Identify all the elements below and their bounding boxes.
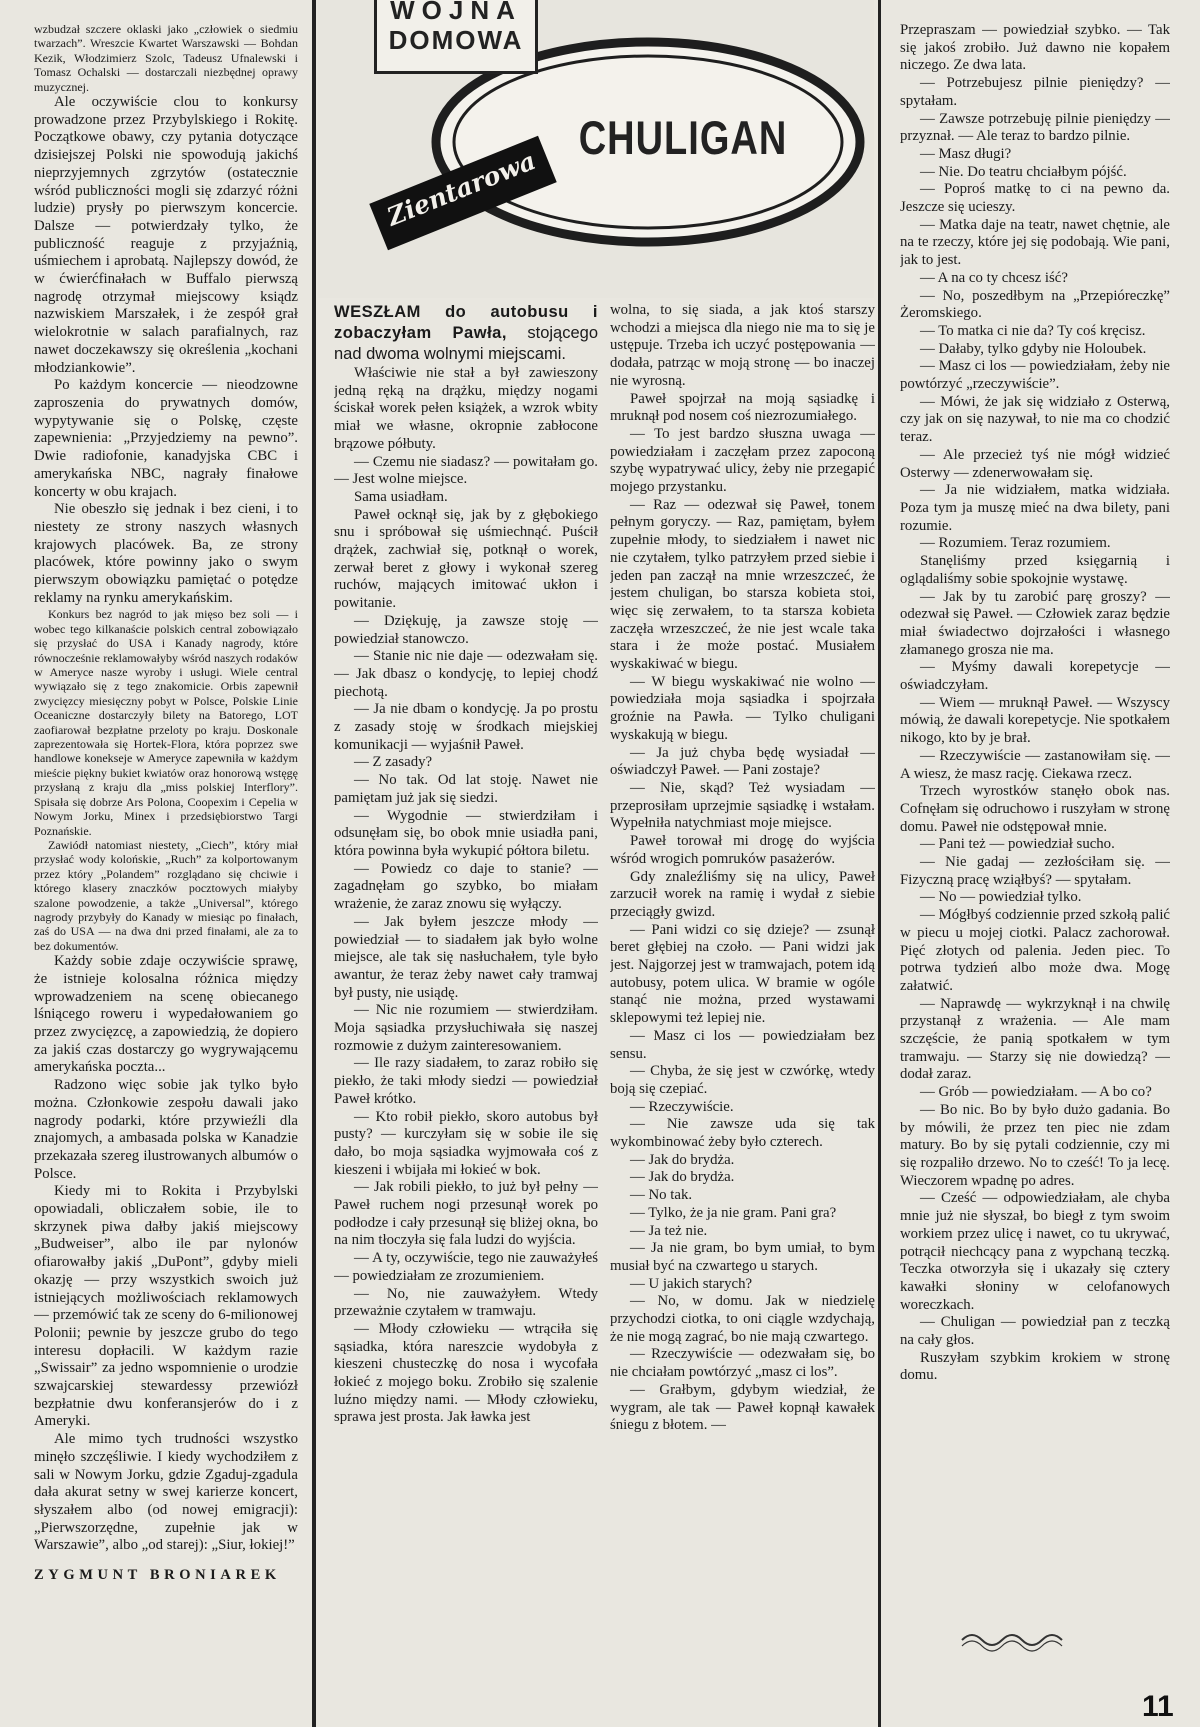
story-paragraph: — Naprawdę — wykrzyknął i na chwilę przystanął z wrażenia. — Ale mam szczęście, że panią spotkałem w tym tramwaju. — Starzy się nie dowiedzą? — dodał zaraz.: [900, 995, 1170, 1083]
story-paragraph: — Mógłbyś codziennie przed szkołą palić w piecu u mojej ciotki. Palacz zachorował. Pięć złotych od palenia. Jeden piec. To potrwa tydzień albo może dwa. Mogę załatwić.: [900, 907, 1170, 994]
story-paragraph: — Ja nie dbam o kondycję. Ja po prostu z zasady stoję w środkach miejskiej komunikacji — wyjaśnił Paweł.: [334, 701, 598, 753]
story-header-art: [318, 0, 874, 298]
story-paragraph: — Ja też nie.: [630, 1222, 708, 1239]
story-paragraph: — Pani też — powiedział sucho.: [920, 836, 1115, 853]
story-lead-bold: WESZŁAM do autobusu i zobaczyłam Pawła,: [334, 303, 598, 342]
story-column-3: [610, 302, 875, 1662]
story-paragraph: — A na co ty chcesz iść?: [920, 269, 1068, 286]
story-paragraph: — Masz długi?: [920, 145, 1012, 162]
article-paragraph: Po każdym koncercie — nieodzowne zaproszenia do prywatnych domów, wypytywanie się o Polskę, częste zapewnienia: „Przyjedziemy na pewno”. Dwie radiofonie, kanadyjska CBC i amerykańska NBC, nagrały finałowe koncerty w obu krajach.: [34, 377, 298, 500]
story-paragraph: — Grób — powiedziałam. — A bo co?: [920, 1084, 1152, 1101]
story-paragraph: Przepraszam — powiedział szybko. — Tak się jakoś zrobiło. Już dawno nie kopałem niczego. Ze dwa lata.: [900, 22, 1170, 74]
story-paragraph: — Wiem — mruknął Paweł. — Wszyscy mówią, że dawali korepetycje. Nie spotkałem nikogo, kto by je brał.: [900, 694, 1170, 747]
story-paragraph: — No, nie zauważyłem. Wtedy przeważnie czytałem w tramwaju.: [334, 1285, 598, 1320]
article-paragraph: Ale mimo tych trudności wszystko minęło szczęśliwie. I kiedy wychodziłem z sali w Nowym Jorku, gdzie Zgaduj-zgadula dała akurat setny w swej karierze koncert, słyszałem albo (od nowej emigracji): „Pierwszorzędne, zupełnie jak w Warszawie”, albo „od starej): „Siur, łokiej!”: [34, 1431, 298, 1554]
article-paragraph: Każdy sobie zdaje oczywiście sprawę, że istnieje kolosalna różnica między wprowadzeniem na scenę obiecanego lśniącego roweru i wypedałowaniem go przez zwycięzcę, a zapowiedzią, że dopiero za jakiś czas dostarczy go wygrywającemu amerykańska poczta...: [34, 953, 298, 1076]
story-paragraph: — Ale przecież tyś nie mógł widzieć Osterwy — zdenerwowałam się.: [900, 446, 1170, 481]
article-paragraph: Konkurs bez nagród to jak mięso bez soli — i wobec tego kilkanaście polskich central zobowiązało się przysłać do USA i Kanady nagrody, które równocześnie reklamowałyby wśród naszych rodaków w Ameryce nasze wyroby i usługi. Wiele central wywiązało się z tego znakomicie. Orbis zapewnił zwycięzcy miesięczny pobyt w Polsce, Polskie Linie Oceaniczne dostarczyły bilety na Batorego, LOT zaofiarował bezpłatne przeloty po kraju. Doskonale zaprezentowała się Hortek-Flora, która poprzez swe handlowe konekseje w Ameryce zapewniła w każdym mieście piękny bukiet kwiatów oraz honorową wstęgę przysłaną z kraju dla „miss polskiej Interflory”. Spisała się dobrze Ars Polona, Coopexim i Cepelia w Nowym Jorku, Minex i przedsiębiorstwo Targi Poznańskie.: [34, 607, 298, 838]
story-paragraph: — Jak byłem jeszcze młody — powiedział — to siadałem jak było wolne miejsce, ale tak się nasłuchałem, tyle było awantur, że teraz żeby nawet cały tramwaj był pusty, nie usiądę.: [334, 913, 598, 1001]
story-paragraph: — Matka daje na teatr, nawet chętnie, ale na te rzeczy, które jej się podobają. Wie pani, jak to jest.: [900, 216, 1170, 269]
article-paragraph: wzbudzał szczere oklaski jako „człowiek o siedmiu twarzach”. Wreszcie Kwartet Warszawski — Bohdan Kezik, Włodzimierz Szolc, Tadeusz Ufnalewski i Tomasz Ochalski — dostarczali niezbędnej oprawy muzycznej.: [34, 22, 298, 94]
column-rule-right: [878, 0, 881, 1727]
story-paragraph: — Chuligan — powiedział pan z teczką na cały głos.: [900, 1314, 1170, 1349]
story-paragraph: Ruszyłam szybkim krokiem w stronę domu.: [900, 1349, 1170, 1384]
article-author: ZYGMUNT BRONIAREK: [34, 1567, 281, 1584]
story-paragraph: — Ja już chyba będę wysiadał — oświadczył Paweł. — Pani zostaje?: [610, 744, 875, 779]
story-paragraph: — U jakich starych?: [630, 1275, 753, 1292]
story-paragraph: — Zawsze potrzebuję pilnie pieniędzy — przyznał. — Ale teraz to bardzo pilnie.: [900, 110, 1170, 145]
story-paragraph: — Rzeczywiście — zastanowiłam się. — A wiesz, że masz rację. Ciekawa rzecz.: [900, 747, 1170, 782]
story-paragraph: Paweł spojrzał na moją sąsiadkę i mruknął pod nosem coś niezrozumiałego.: [610, 390, 875, 425]
story-paragraph: — Powiedz co daje to stanie? — zagadnęłam go szybko, bo miałam wrażenie, że zaraz znowu się wyłączy.: [334, 860, 598, 913]
story-paragraph: — Ja nie widziałem, matka widziała. Poza tym ja muszę mieć na dwa bilety, pani rozumie.: [900, 482, 1170, 534]
article-left-column: [34, 22, 298, 1632]
story-paragraph: — Kto robił piekło, skoro autobus był pusty? — kurczyłam się w sobie ile się dało, bo moja sąsiadka wyjmowała coś z kieszeni i wbijała mi łokieć w bok.: [334, 1108, 598, 1178]
story-title: CHULIGAN: [578, 112, 788, 166]
story-paragraph: — Chyba, że się jest w czwórkę, wtedy boją się czepiać.: [610, 1063, 875, 1097]
story-author: Zientarowa: [383, 145, 540, 232]
story-paragraph: — Wygodnie — stwierdziłam i odsunęłam się, bo obok mnie usiadła pani, która powinna była wykupić półtora biletu.: [334, 807, 598, 859]
story-paragraph: Właściwie nie stał a był zawieszony jedną ręką na drążku, między nogami ściskał worek pełen książek, a wzrok wbity miał we własne, okropnie zabłocone brązowe półbuty.: [334, 365, 598, 452]
article-paragraph: Nie obeszło się jednak i bez cieni, i to niestety ze strony naszych własnych krajowych placówek. Ba, ze strony placówek, które powinny jako o swym pierwszym obowiązku pamiętać o potędze reklamy na rynku amerykańskim.: [34, 501, 298, 606]
story-paragraph: — Dałaby, tylko gdyby nie Holoubek.: [920, 340, 1147, 357]
story-paragraph: — Nie zawsze uda się tak wykombinować żeby było czterech.: [610, 1116, 875, 1151]
story-paragraph: — Cześć — odpowiedziałam, ale chyba mnie już nie słyszał, bo biegł z tym swoim workiem przez ulicę i nawet, co tu ukrywać, potrącił niechcący pana z wypchaną teczką. Teczka otworzyła się i ukazały się cztery kawałki słoniny w celofanowych woreczkach.: [900, 1190, 1170, 1313]
article-paragraph: Kiedy mi to Rokita i Przybylski opowiadali, obliczałem sobie, ile to skrzynek piwa dałby jakiś miejscowy „Budweiser”, albo ile par nylonów ofiarowałby jakiś „DuPont”, gdyby mieli okazję — przy wszystkich swoich już istniejących możliwościach reklamowych — przemówić tak ze sceny do 6-milionowej Polonii; pewnie by jeszcze grubo do tego interesu dopłacili. W każdym razie „Swissair” za jedno wspomnienie o urodzie szwajcarskiej stewardessy przewiózł bezpłatnie dwu konferansjerów do i z Ameryki.: [34, 1183, 298, 1430]
story-paragraph: — No tak. Od lat stoję. Nawet nie pamiętam już jak się siedzi.: [334, 772, 598, 806]
story-paragraph: — Tylko, że ja nie gram. Pani gra?: [630, 1204, 837, 1221]
article-left-body: [34, 22, 298, 1555]
story-paragraph: Stanęliśmy przed księgarnią i oglądaliśmy sobie spokojnie wystawę.: [900, 553, 1170, 587]
column-rule-left: [312, 0, 316, 1727]
story-paragraph: — Dziękuję, ja zawsze stoję — powiedział stanowczo.: [334, 612, 598, 647]
article-paragraph: Zawiódł natomiast niestety, „Ciech”, który miał przysłać wody kolońskie, „Ruch” za kolportowanym przez który „Polandem” rozglądano się chciwie i którego klasery znaczków pocztowych miałyby szalone powodzenie, a także „Universal”, którego nagrody przybyły do Kanady w miesiąc po finałach, zaś do USA — na dwa dni przed finałami, ale za to bez dokumentów.: [34, 837, 298, 953]
article-paragraph: Ale oczywiście clou to konkursy prowadzone przez Przybylskiego i Rokitę. Początkowe obawy, czy pytania dotyczące dzisiejszej Polski nie spowodują jakichś nieprzyjemnych zgrzytów (ostatecznie wśród publiczności mogli się zdarzyć różni ludzie) prysły po pierwszym koncercie. Dalsze — potwierdzały tylko, że publiczność reaguje z przyjaźnią, uśmiechem i aprobatą. Najlepszy dowód, że w ćwierćfinałach w Buffalo pierwszą nagrodę otrzymał miejscowy ksiądz nazwiskiem Marszałek, i że zespół grał wielokrotnie w salach parafialnych, raz nawet doczekawszy się określenia „kochani młodziankowie”.: [34, 94, 298, 376]
story-paragraph: — Jak do brydża.: [630, 1151, 735, 1168]
story-paragraph: — Bo nic. Bo by było dużo gadania. Bo by mówili, że przez ten piec nie zdam matury. Bo by się pytali codziennie, czy mi się rozpaliło drzewo. No to cześć! To ja lecę. Wieczorem wpadnę po adres.: [900, 1101, 1170, 1189]
story-paragraph: — Masz ci los — powiedziałam, żeby nie powtórzyć „rzeczywiście”.: [900, 358, 1170, 393]
story-paragraph: — Jak robili piekło, to już był pełny — Paweł ruchem nogi przesunął worek po podłodze i cały przesunął się bliżej okna, bo na nim tłoczyła się fala ludzi do wyjścia.: [334, 1179, 598, 1249]
story-paragraph: — Nie. Do teatru chciałbym pójść.: [920, 163, 1127, 180]
story-paragraph: — Potrzebujesz pilnie pieniędzy? — spytałam.: [900, 75, 1170, 109]
series-line-2: DOMOWA: [388, 25, 524, 55]
story-paragraph: Gdy znaleźliśmy się na ulicy, Paweł zarzucił worek na ramię i wydał z siebie przeciągły gwizd.: [610, 868, 875, 920]
story-paragraph: — Z zasady?: [354, 754, 433, 771]
story-paragraph: — No — powiedział tylko.: [920, 889, 1082, 906]
story-paragraph: — Rozumiem. Teraz rozumiem.: [920, 535, 1111, 552]
story-paragraph: Sama usiadłam.: [354, 488, 448, 505]
story-paragraph: — To matka ci nie da? Ty coś kręcisz.: [920, 322, 1146, 339]
story-paragraph: — Jak by tu zarobić parę groszy? — odezwał się Paweł. — Człowiek zaraz będzie miał świadectwo dojrzałości i własnego złamanego grosza nie ma.: [900, 588, 1170, 658]
story-paragraph: — Nic nie rozumiem — stwierdziłam. Moja sąsiadka przysłuchiwała się naszej rozmowie z dużym zainteresowaniem.: [334, 1002, 598, 1054]
story-paragraph: [334, 302, 598, 365]
story-paragraph: — Mówi, że jak się widziało z Osterwą, czy jak on się nazywał, to nie ma co chodzić teraz.: [900, 393, 1170, 446]
story-column-2: [334, 302, 598, 1662]
story-paragraph: Trzech wyrostków stanęło obok nas. Cofnęłam się odruchowo i ruszyłam w stronę domu. Paweł nie odstępował mnie.: [900, 783, 1170, 835]
story-paragraph: Paweł ocknął się, jak by z głębokiego snu i spróbował się uśmiechnąć. Puścił drążek, zachwiał się, potknął o worek, zerwał beret z głowy i wykonał szereg ruchów, mających imitować ukłon i powitanie.: [334, 506, 598, 612]
story-paragraph: — No, w domu. Jak w niedzielę przychodzi ciotka, to oni ciągle wzdychają, że nie mogą zagrać, bo nie mają czwartego.: [610, 1293, 875, 1345]
story-paragraph: — Masz ci los — powiedziałam bez sensu.: [610, 1027, 875, 1062]
story-paragraph: — Młody człowieku — wtrąciła się sąsiadka, która nareszcie wydobyła z kieszeni chusteczkę do nosa i wycofała łokieć z mojego boku. Zrobiło się szalenie luźno między nami. — Młody człowieku, sprawa jest prosta. Jak ławka jest: [334, 1320, 598, 1426]
story-paragraph: — Ile razy siadałem, to zaraz robiło się piekło, że taki młody siedzi — powiedział Paweł krótko.: [334, 1055, 598, 1107]
story-paragraph: — Ja nie gram, bo bym umiał, to bym musiał być na czwartego u starych.: [610, 1240, 875, 1274]
story-paragraph: — No tak.: [630, 1187, 693, 1204]
story-lead-text: stojącego nad dwoma wolnymi miejscami.: [334, 324, 598, 363]
story-paragraph: wolna, to się siada, a jak ktoś starszy wchodzi a miejsca dla niego nie ma to się je ustępuje. Trzeba ich uczyć postępowania — dodała, patrząc w moją stronę — bo inaczej nie wyrosną.: [610, 302, 875, 389]
story-paragraph: — A ty, oczywiście, tego nie zauważyłeś — powiedziałam ze zrozumieniem.: [334, 1250, 598, 1284]
story-paragraph: — To jest bardzo słuszna uwaga — powiedziałam i zaczęłam przez zapoconą szybę wypatrywać ulicy, żeby nie przegapić mojego przystanku.: [610, 425, 875, 496]
article-paragraph: Radzono więc sobie jak tylko było można. Członkowie zespołu dawali jako nagrody podarki, które przywieźli dla znajomych, a ambasada polska w Kanadzie przekazała szereg ilustrowanych albumów o Polsce.: [34, 1077, 298, 1182]
series-line-1: WOJNA: [390, 0, 522, 25]
story-paragraph: — Raz — odezwał się Paweł, tonem pełnym goryczy. — Raz, pamiętam, byłem zupełnie młody, to siedziałem i nawet nic nie czytałem, tylko patrzyłem przed siebie i jeden pan zaczął na mnie wrzeszczeć, że jestem chuligan, bo starsza kobieta stoi, więc się zerwałem, to ta starsza kobieta zaczęła wrzeszczeć, że nie jest wcale taka stara i że może postać. Musiałem wyskakiwać w biegu.: [610, 496, 875, 673]
story-column-4: [900, 22, 1170, 1632]
story-paragraph: — Poproś matkę to ci na pewno da. Jeszcze się ucieszy.: [900, 181, 1170, 216]
story-paragraph: — Myśmy dawali korepetycje — oświadczyłam.: [900, 659, 1170, 694]
story-paragraph: — W biegu wyskakiwać nie wolno — powiedziała moja sąsiadka i spojrzała groźnie na Pawła. — Tylko chuligani wyskakują w biegu.: [610, 673, 875, 743]
story-paragraph: — Stanie nic nie daje — odezwałam się. — Jak dbasz o kondycję, to lepiej chodź piechotą.: [334, 648, 598, 700]
story-paragraph: — Jak do brydża.: [630, 1169, 735, 1186]
story-paragraph: — Rzeczywiście — odezwałam się, bo nie chciałam powtórzyć „masz ci los”.: [610, 1346, 875, 1381]
series-box: [374, 0, 538, 74]
decorative-wave: [958, 1626, 1068, 1652]
story-paragraph: — Nie gadaj — zezłościłam się. — Fizyczną pracę wziąłbyś? — spytałam.: [900, 854, 1170, 888]
story-paragraph: — Czemu nie siadasz? — powitałam go. — Jest wolne miejsce.: [334, 453, 598, 488]
page-number: 11: [1142, 1690, 1174, 1723]
story-paragraph: — Nie, skąd? Też wysiadam — przeprosiłam uprzejmie sąsiadkę i wstałam. Wypełniła natychmiast moje miejsce.: [610, 779, 875, 832]
story-paragraph: — Rzeczywiście.: [630, 1098, 734, 1115]
story-paragraph: — Pani widzi co się dzieje? — zsunął beret głębiej na czoło. — Pani widzi jak jest. Najgorzej jest w tramwajach, potem idą autobusy, potem ulica. W bramie w ogóle stanąć nie można, przed wystawami sklepowymi też lepiej nie.: [610, 921, 875, 1027]
story-paragraph: — No, poszedłbym na „Przepióreczkę” Żeromskiego.: [900, 287, 1170, 322]
story-paragraph: Paweł torował mi drogę do wyjścia wśród wrogich pomruków pasażerów.: [610, 833, 875, 867]
story-paragraph: — Grałbym, gdybym wiedział, że wygram, ale tak — Paweł kopnął kawałek śniegu z błotem. —: [610, 1381, 875, 1434]
